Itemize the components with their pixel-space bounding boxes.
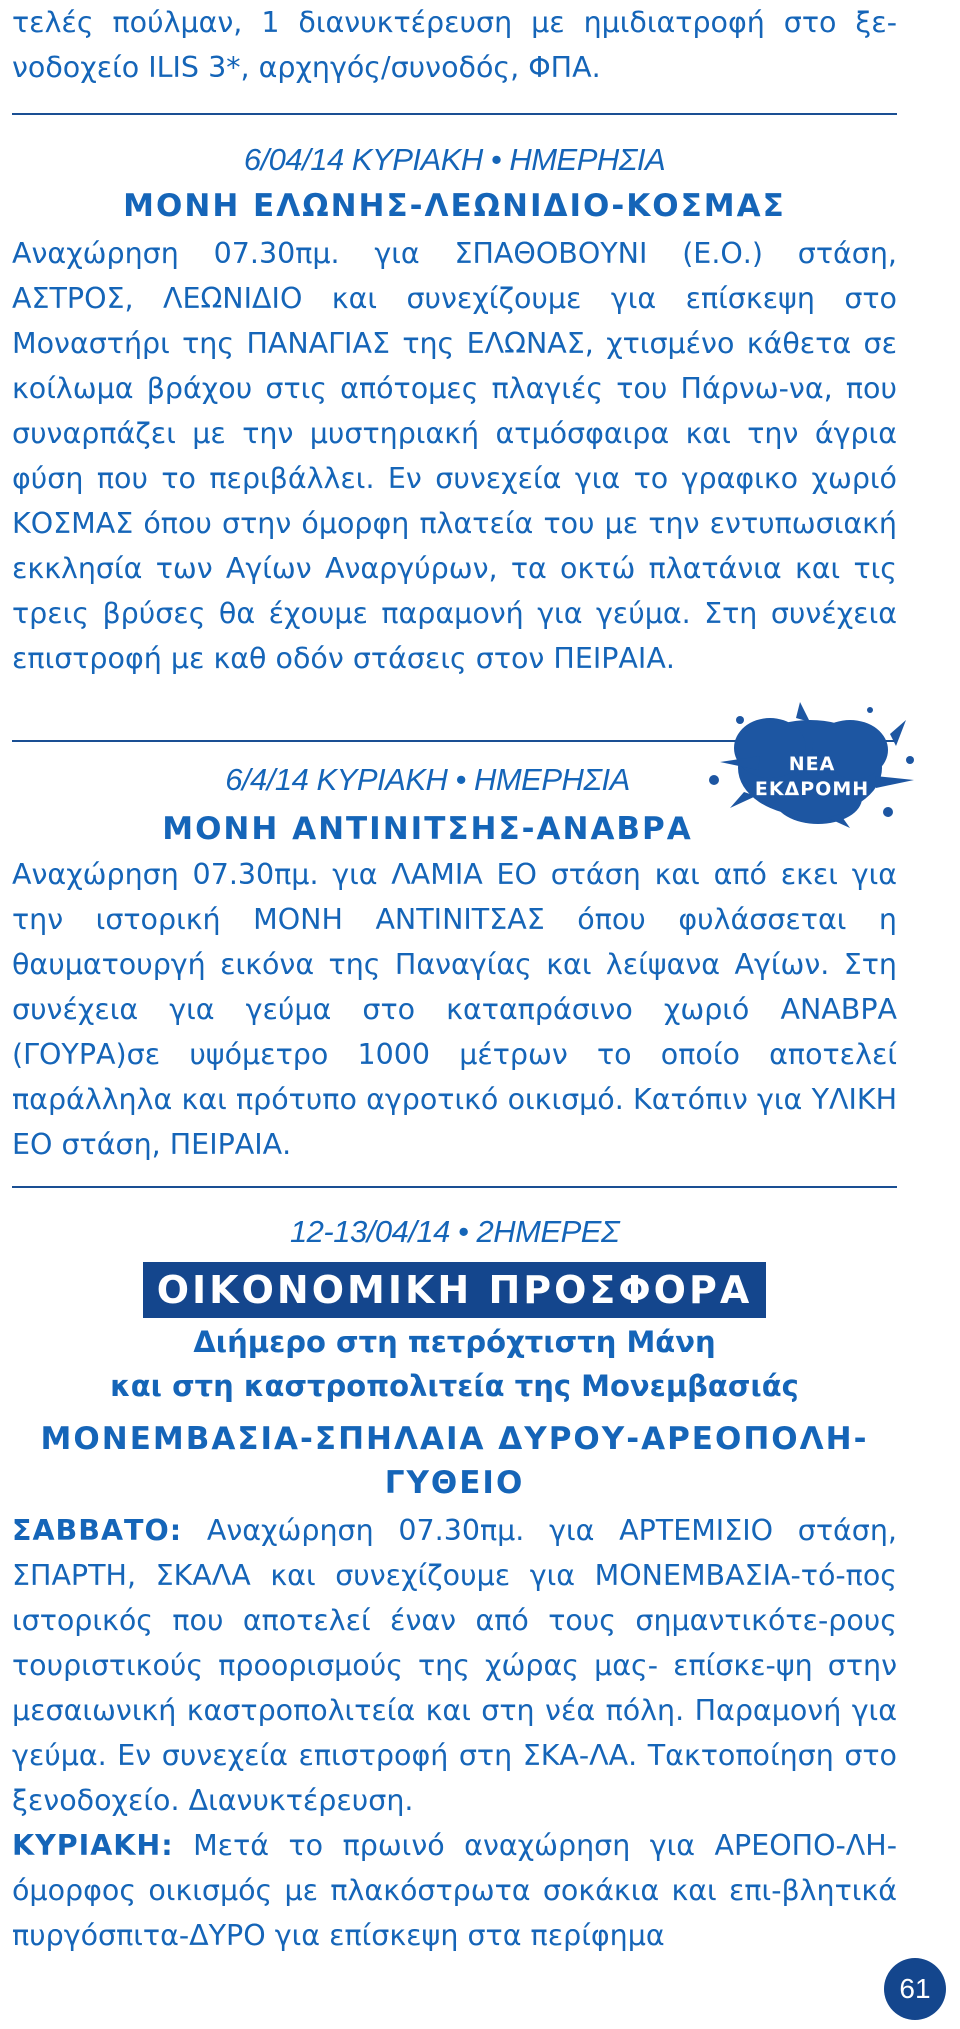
sunday-label: ΚΥΡΙΑΚΗ: xyxy=(12,1829,174,1862)
trip2-title: ΜΟΝΗ ΑΝΤΙΝΙΤΣΗΣ-ΑΝΑΒΡΑ xyxy=(162,811,693,847)
trip1-description: Αναχώρηση 07.30πμ. για ΣΠΑΘΟΒΟΥΝΙ (Ε.Ο.) στάση, ΑΣΤΡΟΣ, ΛΕΩΝΙΔΙΟ και συνεχίζουμε για επίσκεψη στο Μοναστήρι της ΠΑΝΑΓΙΑΣ της ΕΛΩΝΑΣ, χτισμένο κάθετα σε κοίλωμα βράχου στις απότομες πλαγιές του Πάρνω-να, που συναρπάζει με την μυστηριακή ατμόσφαιρα και την άγρια φύση που το περιβάλλει. Εν συνεχεία για το γραφικο χωριό ΚΟΣΜΑΣ όπου στην όμορφη πλατεία του με την εντυπωσιακή εκκλησία των Αγίων Αναργύρων, τα οκτώ πλατάνια και τις τρεις βρύσες θα έχουμε παραμονή για γεύμα. Στη συνέχεια επιστροφή με καθ οδόν στάσεις στον ΠΕΙΡΑΙΑ. xyxy=(12,237,897,675)
trip3-sunday-paragraph xyxy=(12,1823,897,1958)
trip3-title-line-2: ΓΥΘΕΙΟ xyxy=(384,1465,525,1501)
trip3-title-line-1: ΜΟΝΕΜΒΑΣΙΑ-ΣΠΗΛΑΙΑ ΔΥΡΟΥ-ΑΡΕΟΠΟΛΗ- xyxy=(40,1421,869,1457)
intro-paragraph: τελές πούλμαν, 1 διανυκτέρευση με ημιδιατροφή στο ξε-νοδοχείο ILIS 3*, αρχηγός/συνοδός, ΦΠΑ. xyxy=(12,6,897,84)
trip2-date: 6/4/14 ΚΥΡΙΑΚΗ • ΗΜΕΡΗΣΙΑ xyxy=(225,762,630,797)
badge-line-1: ΝΕΑ xyxy=(788,753,836,775)
section-divider xyxy=(12,1186,897,1188)
trip2-description: Αναχώρηση 07.30πμ. για ΛΑΜΙΑ ΕΟ στάση και από εκει για την ιστορική ΜΟΝΗ ΑΝΤΙΝΙΤΣΑΣ όπου φυλάσσεται η θαυματουργή εικόνα της Παναγίας και λείψανα Αγίων. Στη συνέχεια για γεύμα στο καταπράσινο χωριό ΑΝΑΒΡΑ (ΓΟΥΡΑ)σε υψόμετρο 1000 μέτρων το οποίο αποτελεί παράλληλα και πρότυπο αγροτικό οικισμό. Κατόπιν για ΥΛΙΚΗ ΕΟ στάση, ΠΕΙΡΑΙΑ. xyxy=(12,858,897,1161)
page-number-badge: 61 xyxy=(884,1958,946,2020)
trip1-title: ΜΟΝΗ ΕΛΩΝΗΣ-ΛΕΩΝΙΔΙΟ-ΚΟΣΜΑΣ xyxy=(123,188,786,224)
section-divider xyxy=(12,113,897,115)
trip3-subtitle-1: Διήμερο στη πετρόχτιστη Μάνη xyxy=(193,1325,716,1359)
trip3-subtitle-2: και στη καστροπολιτεία της Μονεμβασιάς xyxy=(110,1369,799,1403)
offer-banner: ΟΙΚΟΝΟΜΙΚΗ ΠΡΟΣΦΟΡΑ xyxy=(143,1262,767,1318)
badge-line-2: ΕΚΔΡΟΜΗ xyxy=(754,778,870,800)
trip3-date: 12-13/04/14 • 2ΗΜΕΡΕΣ xyxy=(289,1214,620,1249)
offer-banner-wrap xyxy=(12,1262,897,1318)
trip3-saturday-paragraph xyxy=(12,1508,897,1823)
sunday-text: Μετά το πρωινό αναχώρηση για ΑΡΕΟΠΟ-ΛΗ-όμορφος οικισμός με πλακόστρωτα σοκάκια και επι-βλητικά πυργόσπιτα-ΔΥΡΟ για επίσκεψη στα περίφημα xyxy=(12,1829,897,1952)
saturday-label: ΣΑΒΒΑΤΟ: xyxy=(12,1514,183,1547)
trip1-date: 6/04/14 ΚΥΡΙΑΚΗ • ΗΜΕΡΗΣΙΑ xyxy=(243,142,666,177)
saturday-text: Αναχώρηση 07.30πμ. για ΑΡΤΕΜΙΣΙΟ στάση, ΣΠΑΡΤΗ, ΣΚΑΛΑ και συνεχίζουμε για ΜΟΝΕΜΒΑΣΙΑ-τό-πος ιστορικός που αποτελεί έναν από τους σημαντικότε-ρους τουριστικούς προορισμούς της χώρας μας- επίσκε-ψη στην μεσαιωνική καστροπολιτεία και στη νέα πόλη. Παραμονή για γεύμα. Εν συνεχεία επιστροφή στη ΣΚΑ-ΛΑ. Τακτοποίηση στο ξενοδοχείο. Διανυκτέρευση. xyxy=(12,1514,897,1817)
